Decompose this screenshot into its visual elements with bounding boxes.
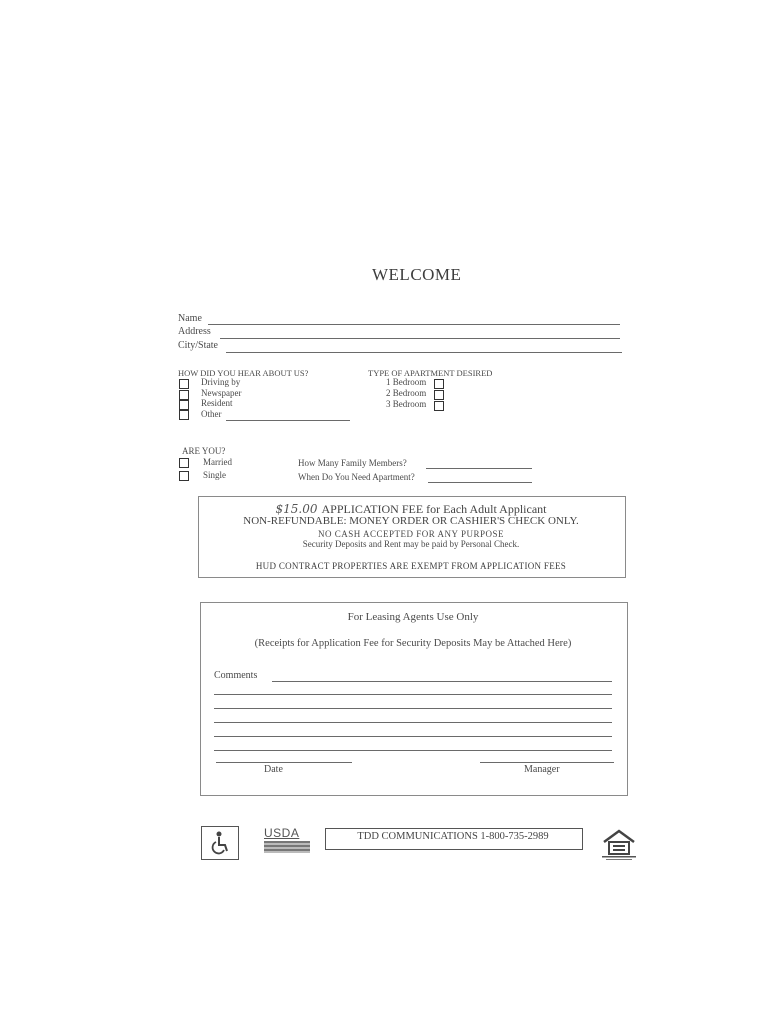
married-label: Married xyxy=(203,457,232,467)
three-bedroom-checkbox[interactable] xyxy=(434,401,444,411)
name-label: Name xyxy=(178,313,202,324)
move-date-label: When Do You Need Apartment? xyxy=(298,472,415,482)
hear-about-heading: HOW DID YOU HEAR ABOUT US? xyxy=(178,368,309,378)
two-bedroom-label: 2 Bedroom xyxy=(386,388,427,398)
family-members-field[interactable] xyxy=(426,468,532,469)
married-checkbox[interactable] xyxy=(179,458,189,468)
resident-label: Resident xyxy=(201,398,233,408)
resident-checkbox[interactable] xyxy=(179,400,189,410)
address-label: Address xyxy=(178,326,211,337)
fee-line-3: NO CASH ACCEPTED FOR ANY PURPOSE xyxy=(318,529,504,539)
hud-exempt-line: HUD CONTRACT PROPERTIES ARE EXEMPT FROM APPLICATION FEES xyxy=(255,561,567,571)
equal-housing-icon xyxy=(598,828,640,862)
three-bedroom-label: 3 Bedroom xyxy=(386,399,427,409)
receipts-note: (Receipts for Application Fee for Security Deposits May be Attached Here) xyxy=(254,638,572,649)
apartment-type-heading: TYPE OF APARTMENT DESIRED xyxy=(368,368,493,378)
leasing-heading: For Leasing Agents Use Only xyxy=(347,611,479,623)
two-bedroom-checkbox[interactable] xyxy=(434,390,444,400)
other-field[interactable] xyxy=(226,420,350,421)
comments-line-4[interactable] xyxy=(214,722,612,723)
city-state-label: City/State xyxy=(178,340,218,351)
comments-line-5[interactable] xyxy=(214,736,612,737)
other-label: Other xyxy=(201,409,222,419)
newspaper-label: Newspaper xyxy=(201,388,242,398)
tdd-text: TDD COMMUNICATIONS 1-800-735-2989 xyxy=(357,831,549,842)
date-line[interactable] xyxy=(216,762,352,763)
usda-logo xyxy=(264,826,310,856)
address-field[interactable] xyxy=(220,338,620,339)
fee-line-4: Security Deposits and Rent may be paid by Personal Check. xyxy=(302,539,520,549)
fee-line-2: NON-REFUNDABLE: MONEY ORDER OR CASHIER'S CHECK ONLY. xyxy=(243,515,579,527)
page-title: WELCOME xyxy=(372,265,462,284)
date-label: Date xyxy=(264,764,283,775)
wheelchair-icon xyxy=(201,826,239,860)
comments-line-3[interactable] xyxy=(214,708,612,709)
marital-heading: ARE YOU? xyxy=(182,446,226,456)
one-bedroom-checkbox[interactable] xyxy=(434,379,444,389)
comments-line-1[interactable] xyxy=(272,681,612,682)
manager-signature-line[interactable] xyxy=(480,762,614,763)
driving-by-label: Driving by xyxy=(201,377,241,387)
newspaper-checkbox[interactable] xyxy=(179,390,189,400)
name-field[interactable] xyxy=(208,324,620,325)
one-bedroom-label: 1 Bedroom xyxy=(386,377,427,387)
comments-line-2[interactable] xyxy=(214,694,612,695)
manager-label: Manager xyxy=(524,764,560,775)
single-checkbox[interactable] xyxy=(179,471,189,481)
usda-stripes xyxy=(264,841,310,853)
other-checkbox[interactable] xyxy=(179,410,189,420)
comments-line-6[interactable] xyxy=(214,750,612,751)
usda-label: USDA xyxy=(264,826,300,840)
move-date-field[interactable] xyxy=(428,482,532,483)
family-members-label: How Many Family Members? xyxy=(298,458,407,468)
handwritten-fee-amount: $15.00 xyxy=(275,502,318,516)
comments-label: Comments xyxy=(214,670,258,681)
driving-by-checkbox[interactable] xyxy=(179,379,189,389)
single-label: Single xyxy=(203,470,227,480)
city-state-field[interactable] xyxy=(226,352,622,353)
fee-line-1-text: APPLICATION FEE for Each Adult Applicant xyxy=(321,502,547,516)
